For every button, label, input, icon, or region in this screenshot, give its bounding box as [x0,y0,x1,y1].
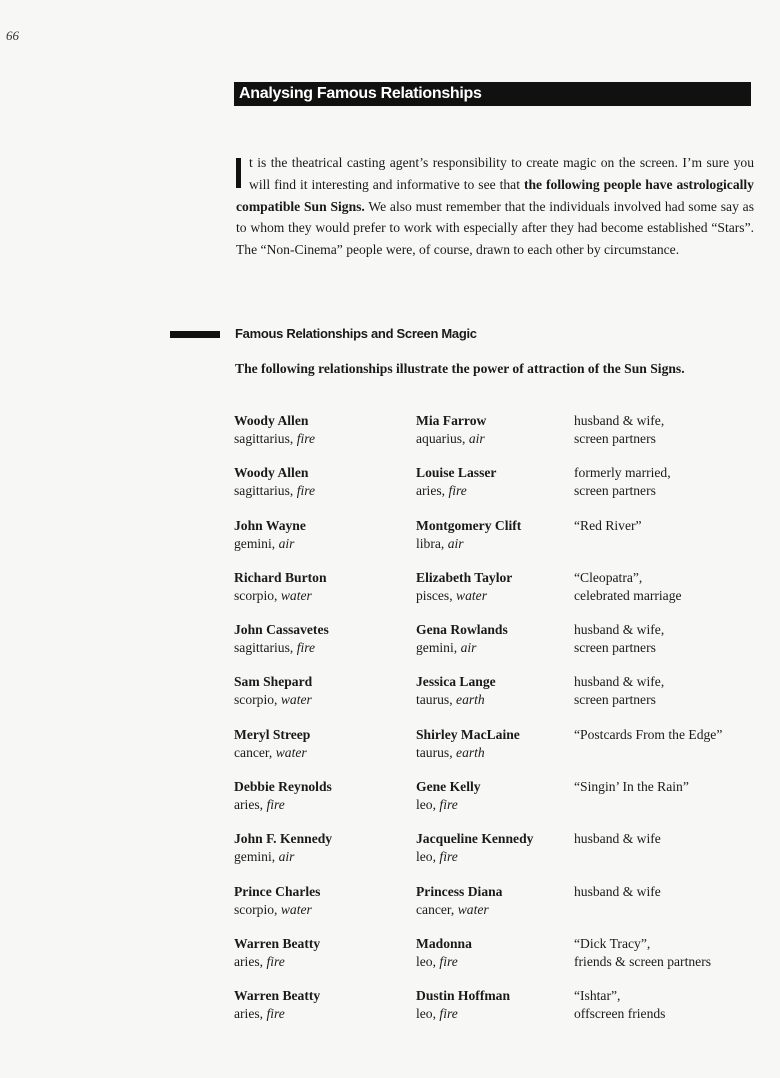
drop-cap-bar [236,158,241,188]
note-line-2: screen partners [574,640,656,656]
note-line-2: screen partners [574,483,656,499]
person-2-sign: leo, [416,849,437,865]
person-1-element: fire [296,483,316,499]
person-2 [416,830,572,866]
person-2-sign: aquarius, [416,431,466,446]
person-1-sign-line [234,691,414,709]
person-1-sign: aries, [234,1006,264,1022]
person-1-sign-line [234,1005,414,1023]
person-1-sign-line [234,744,414,762]
person-1-element: fire [296,640,316,656]
person-2-sign-line [416,953,572,971]
person-2-element: air [468,431,485,446]
relationship-note [574,464,764,500]
person-1-sign-line [234,953,414,971]
person-2-name: Gene Kelly [416,779,481,795]
person-2 [416,569,572,605]
relationship-note [574,726,764,744]
person-1-name: Richard Burton [234,569,327,585]
person-1-name: Sam Shepard [234,674,313,690]
person-2-sign-line [416,691,572,709]
person-2-sign-line [416,535,572,553]
person-1-sign-line [234,587,414,605]
relationship-row [234,883,764,935]
person-2-name: Jacqueline Kennedy [416,831,534,847]
relationship-note [574,569,764,605]
person-2-element: earth [456,692,485,708]
person-2 [416,726,572,762]
person-2 [416,621,572,657]
lead-text: The following relationships illustrate the power of attraction of the Sun Signs. [235,361,685,376]
person-2-sign-line [416,482,572,500]
person-2-name: Mia Farrow [416,413,487,428]
person-1 [234,412,414,448]
person-1-name: Woody Allen [234,465,309,481]
person-1-sign: aries, [234,797,264,813]
person-2 [416,987,572,1023]
person-1 [234,464,414,500]
person-1-sign-line [234,901,414,919]
person-1 [234,778,414,814]
note-line-1: “Dick Tracy”, [574,935,651,951]
person-1-sign: scorpio, [234,692,278,708]
relationship-note [574,412,764,448]
person-2-name: Shirley MacLaine [416,726,520,742]
person-2-name: Jessica Lange [416,674,496,690]
person-1-element: air [278,849,295,865]
person-1-sign: cancer, [234,744,273,760]
person-2 [416,673,572,709]
person-1-sign-line [234,430,414,448]
person-2 [416,883,572,919]
person-2-element: air [460,640,477,656]
person-2-name: Montgomery Clift [416,517,522,533]
person-1-sign: scorpio, [234,901,278,917]
relationship-note [574,830,764,848]
person-2 [416,778,572,814]
person-1 [234,883,414,919]
note-line-1: husband & wife, [574,413,665,428]
person-2-sign-line [416,639,572,657]
relationship-row [234,673,764,725]
person-2 [416,464,572,500]
person-2-element: fire [439,1006,458,1022]
person-1-name: John F. Kennedy [234,831,333,847]
person-2-sign: leo, [416,953,437,969]
person-1 [234,621,414,657]
person-1-sign: sagittarius, [234,640,294,656]
person-2 [416,517,572,553]
note-line-1: husband & wife, [574,622,665,638]
relationship-row [234,569,764,621]
person-2-name: Elizabeth Taylor [416,569,513,585]
relationship-row [234,778,764,830]
person-1-name: John Wayne [234,517,306,533]
person-2 [416,412,572,448]
note-line-2: friends & screen partners [574,953,712,969]
intro-bold: the following people have astrologically compatible Sun Signs. [236,176,754,214]
note-line-2: screen partners [574,431,656,446]
person-2-sign: leo, [416,797,437,813]
person-1-element: fire [266,953,285,969]
intro-paragraph [236,152,754,261]
intro-text-before: t is the theatrical casting agent’s responsibility to create magic on the screen. I’m sure you will find it interesting and informative to see that [249,155,754,192]
person-1-element: water [280,901,312,917]
relationship-note [574,621,764,657]
person-2-sign: libra, [416,535,445,551]
person-1 [234,935,414,971]
person-2-sign: taurus, [416,692,453,708]
person-1-name: Prince Charles [234,883,321,899]
person-2-sign-line [416,901,572,919]
person-2-name: Louise Lasser [416,465,497,481]
person-2-element: fire [439,953,458,969]
note-line-2: offscreen friends [574,1006,666,1022]
intro-text-after: We also must remember that the individuals involved had some say as to whom they would prefer to work with especially after they had become established “Stars”. The “Non-Cinema” people were, of course, drawn to each other by circumstance. [236,198,754,258]
relationship-row [234,830,764,882]
person-1-sign: aries, [234,953,264,969]
person-1-element: fire [296,431,316,446]
person-1 [234,673,414,709]
person-1-name: Woody Allen [234,413,309,428]
person-2-element: fire [448,483,467,499]
person-2-name: Madonna [416,935,472,951]
relationship-row [234,726,764,778]
person-2-element: earth [456,744,485,760]
relationship-note [574,883,764,901]
person-2-sign-line [416,796,572,814]
person-1-element: water [280,692,312,708]
person-2-sign-line [416,587,572,605]
person-1 [234,569,414,605]
person-1-sign-line [234,482,414,500]
section-rule [170,331,220,338]
person-2-name: Dustin Hoffman [416,988,511,1004]
person-2-element: water [457,901,489,917]
relationship-row [234,935,764,987]
note-line-1: “Red River” [574,517,642,533]
person-2-sign: aries, [416,483,446,499]
person-2-element: water [456,587,487,603]
relationship-note [574,987,764,1023]
person-1-element: water [275,744,307,760]
note-line-2: screen partners [574,692,656,708]
page-number: 66 [6,28,19,43]
person-1-sign-line [234,535,414,553]
person-1-name: Meryl Streep [234,726,311,742]
person-2-sign-line [416,1005,572,1023]
person-1-element: air [278,535,295,551]
relationship-note [574,517,764,535]
note-line-2: celebrated marriage [574,587,682,603]
person-1 [234,830,414,866]
person-2-element: fire [439,849,458,865]
relationship-row [234,517,764,569]
person-2-sign: pisces, [416,587,453,603]
note-line-1: formerly married, [574,465,671,481]
person-1 [234,517,414,553]
person-2-name: Gena Rowlands [416,622,508,638]
person-1-name: John Cassavetes [234,622,329,638]
note-line-1: husband & wife, [574,674,665,690]
person-2-sign: gemini, [416,640,458,656]
person-1-sign-line [234,639,414,657]
person-1-sign: sagittarius, [234,483,294,499]
person-2-name: Princess Diana [416,883,503,899]
relationship-note [574,673,764,709]
person-2-element: air [447,535,464,551]
relationship-note [574,778,764,796]
relationship-note [574,935,764,971]
person-1 [234,726,414,762]
person-1-name: Warren Beatty [234,935,321,951]
person-1-element: fire [266,797,285,813]
person-2-sign: cancer, [416,901,455,917]
person-1-sign-line [234,796,414,814]
person-2-sign-line [416,430,572,448]
note-line-1: husband & wife [574,883,661,899]
relationships-table [234,412,764,1040]
person-1-element: fire [266,1006,285,1022]
person-1 [234,987,414,1023]
note-line-1: “Singin’ In the Rain” [574,779,689,795]
person-1-name: Debbie Reynolds [234,779,332,795]
person-1-name: Warren Beatty [234,988,321,1004]
page-title: Analysing Famous Relationships [234,82,751,106]
note-line-1: “Ishtar”, [574,988,621,1004]
person-1-sign: gemini, [234,849,276,865]
relationship-row [234,412,764,464]
person-1-sign: scorpio, [234,587,278,603]
person-2-sign-line [416,744,572,762]
relationship-row [234,464,764,516]
person-2-element: fire [439,797,458,813]
person-2-sign-line [416,848,572,866]
person-2 [416,935,572,971]
relationship-row [234,987,764,1039]
person-1-element: water [280,587,312,603]
person-1-sign: gemini, [234,535,276,551]
person-2-sign: leo, [416,1006,437,1022]
person-1-sign-line [234,848,414,866]
note-line-1: “Postcards From the Edge” [574,726,723,742]
note-line-1: husband & wife [574,831,661,847]
relationship-row [234,621,764,673]
person-1-sign: sagittarius, [234,431,294,446]
section-heading: Famous Relationships and Screen Magic [235,326,477,341]
note-line-1: “Cleopatra”, [574,569,643,585]
person-2-sign: taurus, [416,744,453,760]
